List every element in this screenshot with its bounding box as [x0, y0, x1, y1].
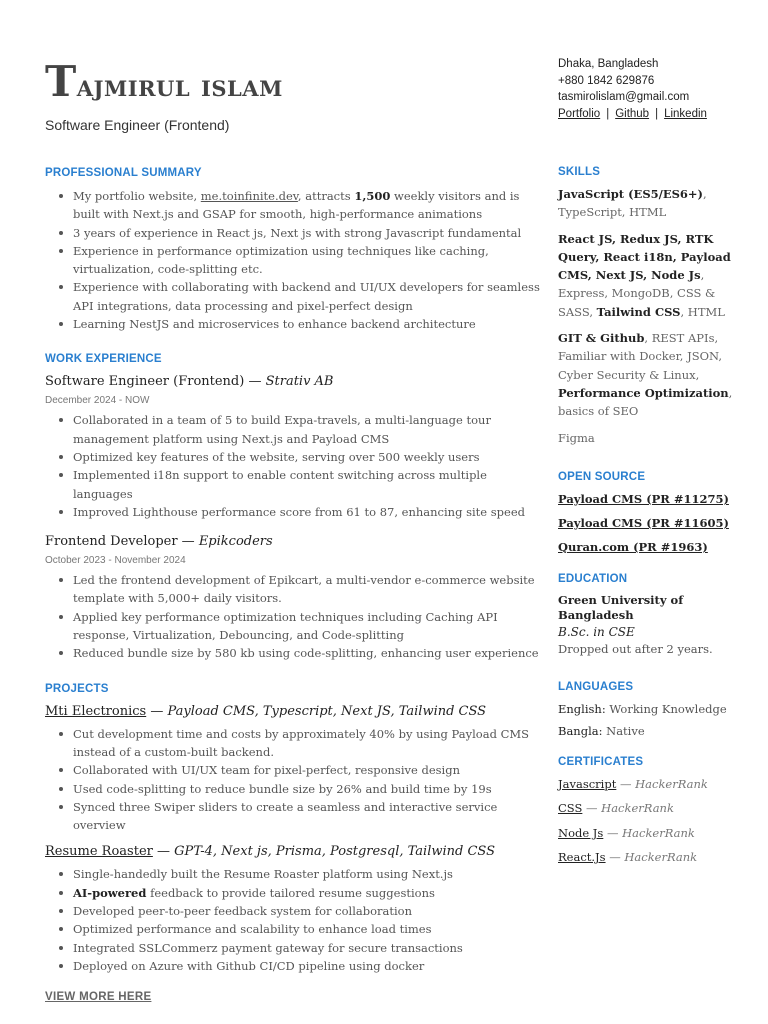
- list-item: Reduced bundle size by 580 kb using code-splitting, enhancing user experience: [73, 644, 545, 662]
- list-item: Synced three Swiper sliders to create a seamless and interactive service overview: [73, 798, 545, 835]
- skill-text: , TypeScript, HTML: [558, 187, 707, 220]
- job-heading: [45, 373, 545, 391]
- text: My portfolio website,: [73, 189, 201, 203]
- skill-strong: GIT & Github: [558, 331, 645, 346]
- skill-strong: React JS, Redux JS, RTK Query, React i18n, Payload CMS, Next JS, Node Js: [558, 231, 731, 283]
- open-source-link[interactable]: Payload CMS (PR #11605): [558, 515, 729, 530]
- dash: —: [616, 776, 636, 791]
- summary-list: [45, 187, 545, 333]
- language-item: [558, 720, 738, 742]
- section-heading-open-source: OPEN SOURCE: [558, 470, 646, 483]
- project-heading: [45, 843, 545, 861]
- certificate-link[interactable]: CSS: [558, 801, 583, 816]
- certificate-link[interactable]: Node Js: [558, 825, 604, 840]
- skill-strong: Performance Optimization: [558, 385, 729, 400]
- skill-text: , basics of SEO: [558, 385, 733, 419]
- text: , attracts: [297, 189, 355, 203]
- list-item: Collaborated with UI/UX team for pixel-perfect, responsive design: [73, 761, 545, 779]
- certificate-issuer: HackerRank: [635, 776, 708, 791]
- portfolio-link[interactable]: Portfolio: [558, 107, 601, 120]
- language-level: Native: [602, 723, 645, 738]
- separator: |: [655, 107, 659, 120]
- section-heading-skills: SKILLS: [558, 166, 601, 178]
- job-role: Software Engineer (Frontend): [45, 374, 245, 390]
- section-heading-projects: PROJECTS: [45, 682, 109, 695]
- school-name: Green University of Bangladesh: [558, 592, 684, 622]
- dash: —: [152, 844, 175, 860]
- visitor-count: 1,500: [354, 189, 391, 203]
- job-role: Frontend Developer: [45, 534, 178, 550]
- skill-text: , HTML: [680, 304, 725, 319]
- list-item: [73, 884, 545, 902]
- project-heading: [45, 703, 545, 721]
- skill-strong: JavaScript (ES5/ES6+): [558, 187, 703, 201]
- certificate-issuer: HackerRank: [622, 825, 695, 840]
- list-item: Developed peer-to-peer feedback system for collaboration: [73, 902, 545, 920]
- job-company: Epikcoders: [198, 534, 273, 550]
- skill-strong: Tailwind CSS: [596, 304, 681, 319]
- name-rest: ajmirul islam: [76, 69, 283, 104]
- summary-item: Experience with collaborating with backend and UI/UX developers for seamless API integrations, data processing and pixel-perfect design: [73, 278, 545, 315]
- list-item: Implemented i18n support to enable content switching across multiple languages: [73, 466, 545, 503]
- certificate-item: [558, 772, 738, 797]
- language-name: English:: [558, 701, 606, 716]
- text: weekly visitors and is built with Next.js and GSAP for smooth, high-performance animations: [73, 189, 520, 222]
- separator: |: [606, 107, 610, 120]
- dash: —: [605, 850, 625, 865]
- section-heading-education: EDUCATION: [558, 572, 628, 585]
- job-heading: [45, 533, 545, 551]
- summary-item: Learning NestJS and microservices to enhance backend architecture: [73, 315, 545, 333]
- contact-links: [558, 106, 738, 123]
- certificate-item: [558, 821, 738, 846]
- project-stack: Payload CMS, Typescript, Next JS, Tailwind CSS: [167, 703, 487, 719]
- certificate-item: [558, 845, 738, 870]
- list-item: Applied key performance optimization techniques including Caching API response, Virtualization, Debouncing, and Code-splitting: [73, 608, 545, 645]
- degree: B.Sc. in CSE: [558, 624, 635, 639]
- sidebar-column: [558, 56, 738, 870]
- project-link-resume-roaster[interactable]: Resume Roaster: [45, 844, 153, 860]
- skill-text: , REST APIs, Familiar with Docker, JSON, Cyber Security & Linux,: [558, 331, 723, 382]
- summary-item: [73, 187, 545, 224]
- summary-item: Experience in performance optimization using techniques like caching, virtualization, code-splitting etc.: [73, 242, 545, 279]
- project-stack: GPT-4, Next js, Prisma, Postgresql, Tailwind CSS: [174, 844, 495, 860]
- skill-group: [558, 185, 738, 222]
- certificate-issuer: HackerRank: [601, 801, 674, 816]
- list-item: Cut development time and costs by approximately 40% by using Payload CMS instead of a custom-built backend.: [73, 725, 545, 762]
- view-more-link[interactable]: VIEW MORE HERE: [45, 991, 152, 1004]
- list-item: Collaborated in a team of 5 to build Expa-travels, a multi-language tour management platform using Next.js and Payload CMS: [73, 411, 545, 448]
- certificate-issuer: HackerRank: [624, 850, 698, 865]
- location: Dhaka, Bangladesh: [558, 58, 659, 70]
- portfolio-url-link[interactable]: me.toinfinite.dev: [200, 189, 298, 203]
- job-date: December 2024 - NOW: [45, 395, 150, 407]
- email: tasmirolislam@gmail.com: [558, 91, 690, 103]
- dash: —: [177, 534, 199, 550]
- skill-text: , Express, MongoDB, CSS & SASS,: [558, 268, 716, 319]
- github-link[interactable]: Github: [615, 107, 650, 120]
- language-name: Bangla:: [558, 723, 603, 738]
- open-source-link[interactable]: Quran.com (PR #1963): [558, 539, 708, 554]
- section-heading-languages: LANGUAGES: [558, 680, 634, 693]
- job-date: October 2023 - November 2024: [45, 555, 186, 567]
- text: feedback to provide tailored resume suggestions: [146, 885, 435, 900]
- list-item: Optimized performance and scalability to enhance load times: [73, 920, 545, 938]
- phone: +880 1842 629876: [558, 74, 655, 87]
- highlight: AI-powered: [73, 885, 147, 900]
- certificate-link[interactable]: Javascript: [558, 776, 617, 791]
- list-item: Deployed on Azure with Github CI/CD pipeline using docker: [73, 957, 545, 975]
- section-heading-certificates: CERTIFICATES: [558, 755, 644, 768]
- candidate-name: [45, 58, 545, 111]
- skill-group: Figma: [558, 430, 595, 445]
- skill-group: [558, 230, 738, 321]
- linkedin-link[interactable]: Linkedin: [664, 107, 707, 120]
- dash: —: [603, 825, 623, 840]
- list-item: Used code-splitting to reduce bundle size by 26% and build time by 19s: [73, 780, 545, 798]
- dash: —: [146, 703, 168, 719]
- open-source-link[interactable]: Payload CMS (PR #11275): [558, 491, 729, 506]
- name-initial: T: [45, 57, 77, 106]
- list-item: Optimized key features of the website, serving over 500 weekly users: [73, 448, 545, 466]
- job-company: Strativ AB: [265, 374, 334, 390]
- job-title: Software Engineer (Frontend): [45, 117, 230, 133]
- education-note: Dropped out after 2 years.: [558, 641, 713, 656]
- project-link-mti[interactable]: Mti Electronics: [45, 703, 147, 719]
- list-item: Improved Lighthouse performance score from 61 to 87, enhancing site speed: [73, 503, 545, 521]
- certificate-item: [558, 796, 738, 821]
- summary-item: 3 years of experience in React js, Next js with strong Javascript fundamental: [73, 224, 545, 242]
- main-column: [45, 58, 545, 1004]
- language-level: Working Knowledge: [605, 701, 727, 716]
- list-item: Single-handedly built the Resume Roaster platform using Next.js: [73, 865, 545, 883]
- job-bullets: [45, 571, 545, 662]
- dash: —: [582, 801, 602, 816]
- project-bullets: [45, 725, 545, 835]
- skill-group: [558, 329, 738, 420]
- certificate-link[interactable]: React.Js: [558, 850, 606, 865]
- list-item: Led the frontend development of Epikcart, a multi-vendor e-commerce website template with 5,000+ daily visitors.: [73, 571, 545, 608]
- language-item: [558, 698, 738, 720]
- section-heading-work: WORK EXPERIENCE: [45, 353, 162, 366]
- dash: —: [244, 374, 266, 390]
- contact-block: [558, 56, 738, 122]
- job-bullets: [45, 411, 545, 521]
- project-bullets: [45, 865, 545, 975]
- list-item: Integrated SSLCommerz payment gateway for secure transactions: [73, 939, 545, 957]
- section-heading-summary: PROFESSIONAL SUMMARY: [45, 167, 202, 179]
